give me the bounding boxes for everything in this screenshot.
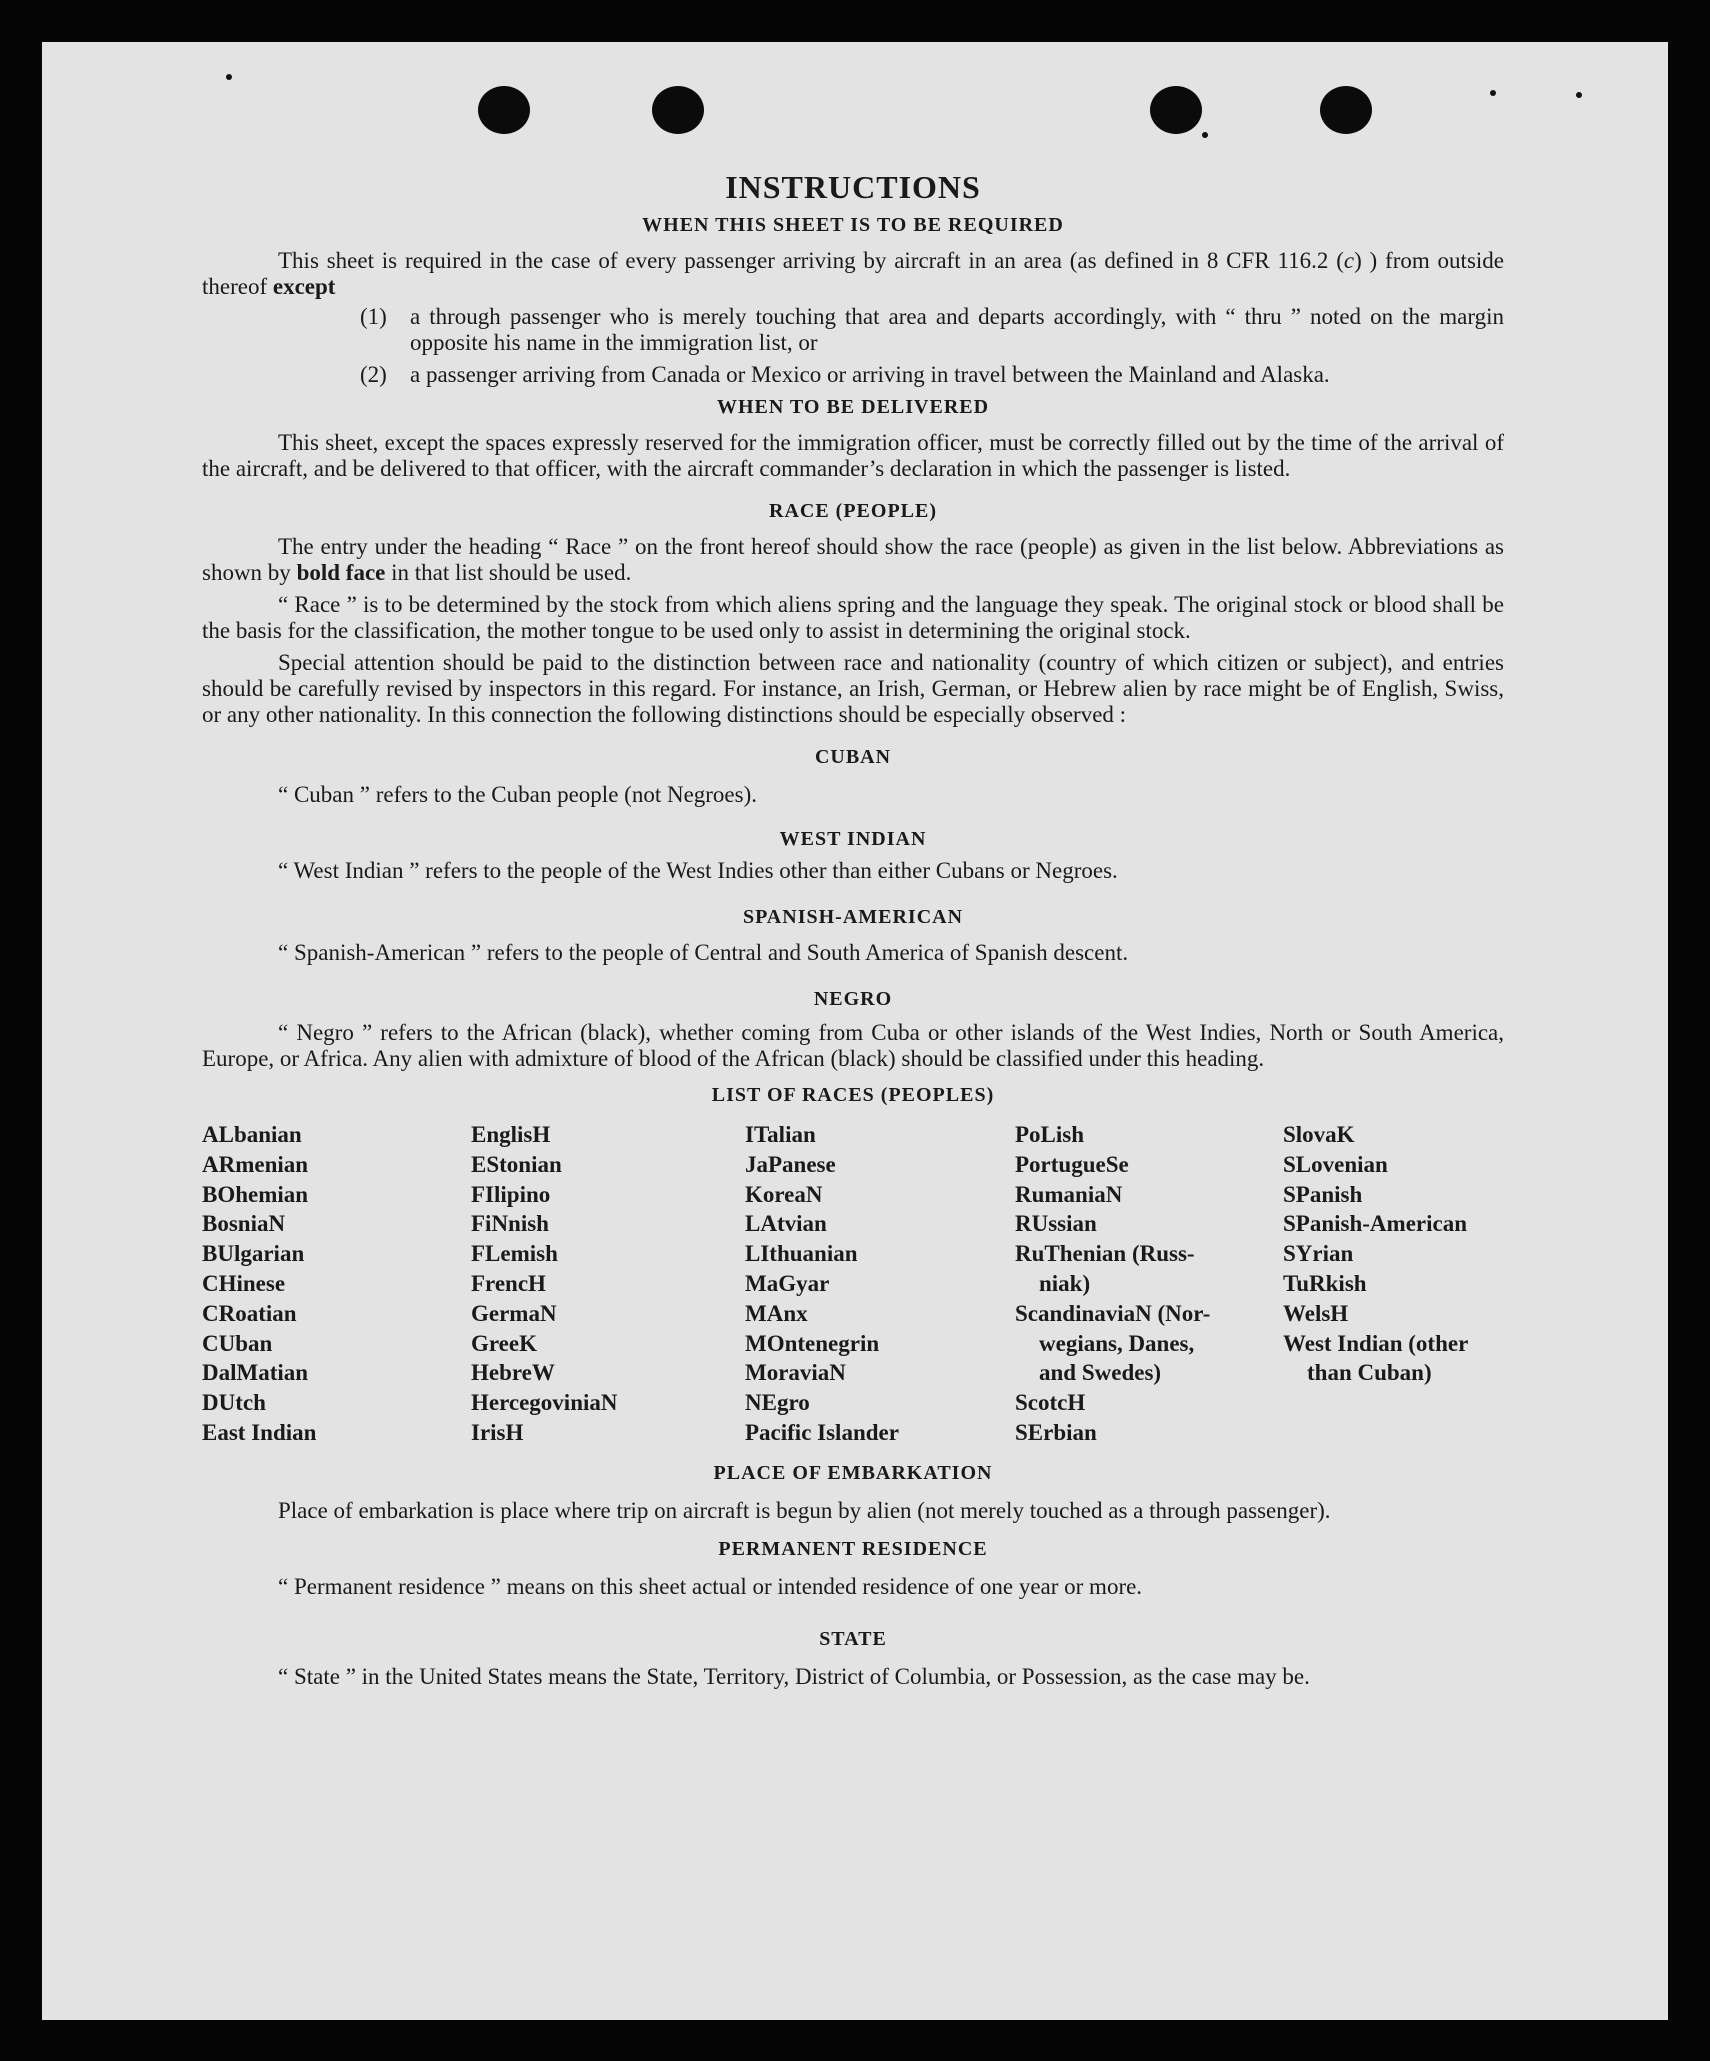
speck	[1576, 92, 1582, 98]
section-heading-west-indian: WEST INDIAN	[779, 828, 927, 850]
exception-item: (2) a passenger arriving from Canada or Mexico or arriving in travel between the Mainland and Alaska.	[360, 362, 1330, 387]
negro-text: “ Negro ” refers to the African (black), whether coming from Cuba or other islands of the West Indies, North or South America, Europe, or Africa. Any alien with admixture of blood of the African (black) should be classified under this heading.	[202, 1020, 1504, 1071]
state-text: “ State ” in the United States means the State, Territory, District of Columbia, or Possession, as the case may be.	[278, 1663, 1310, 1689]
speck	[226, 74, 232, 80]
race-entry: BosniaN	[202, 1211, 286, 1237]
section-heading-spanish-american: SPANISH-AMERICAN	[742, 906, 964, 928]
race-entry: ScotcH	[1015, 1390, 1086, 1416]
spanish-american-text: “ Spanish-American ” refers to the people of Central and South America of Spanish descent.	[278, 940, 1129, 965]
race-entry: NEgro	[745, 1390, 810, 1416]
race-entry: wegians, Danes,	[1039, 1330, 1195, 1356]
race-entry: niak)	[1039, 1270, 1091, 1296]
embarkation-text: Place of embarkation is place where trip on aircraft is begun by alien (not merely touched as a through passenger).	[278, 1497, 1331, 1523]
race-entry: PoLish	[1015, 1122, 1085, 1147]
race-entry: FLemish	[471, 1241, 558, 1267]
race-entry: SErbian	[1015, 1419, 1097, 1445]
race-entry: SPanish-American	[1283, 1211, 1467, 1237]
race-entry: SYrian	[1283, 1241, 1354, 1267]
race-entry: ITalian	[745, 1122, 816, 1147]
race-entry: TuRkish	[1283, 1270, 1367, 1296]
race-entry: FiNnish	[471, 1211, 549, 1237]
race-paragraph-2: “ Race ” is to be determined by the stock from which aliens spring and the language they speak. The original stock or blood shall be the basis for the classification, the mother tongue to be used only to assist in determining the original stock.	[202, 592, 1504, 643]
race-entry: JaPanese	[745, 1151, 836, 1177]
race-entry: ALbanian	[202, 1122, 302, 1147]
race-entry: MaGyar	[745, 1270, 830, 1296]
race-entry: HercegoviniaN	[471, 1390, 618, 1416]
race-entry: EnglisH	[471, 1122, 551, 1147]
race-entry: ScandinaviaN (Nor-	[1015, 1300, 1211, 1326]
speck	[1490, 90, 1496, 96]
exception-item: (1) a through passenger who is merely touching that area and departs accordingly, with “ thru ” noted on the margin opposite his name in the immigration list, or	[360, 304, 1504, 355]
punch-hole	[1320, 86, 1372, 134]
race-entry: WelsH	[1283, 1300, 1349, 1326]
race-entry: DalMatian	[202, 1360, 309, 1386]
race-paragraph-1: The entry under the heading “ Race ” on the front hereof should show the race (people) as given in the list below. Abbreviations as shown by bold face in that list should be used.	[202, 534, 1504, 585]
race-entry: Pacific Islander	[745, 1419, 899, 1445]
race-entry: LAtvian	[745, 1211, 827, 1237]
race-entry: CRoatian	[202, 1300, 297, 1326]
race-entry: MoraviaN	[745, 1360, 846, 1386]
race-entry: RUssian	[1015, 1211, 1097, 1237]
race-entry: EStonian	[471, 1151, 562, 1177]
race-entry: BUlgarian	[202, 1241, 305, 1267]
when-delivered-text: This sheet, except the spaces expressly reserved for the immigration officer, must be correctly filled out by the time of the arrival of the aircraft, and be delivered to that officer, with the aircraft commander’s declaration in which the passenger is listed.	[202, 430, 1504, 481]
race-entry: East Indian	[202, 1419, 317, 1445]
race-entry: CUban	[202, 1330, 273, 1356]
when-required-intro: This sheet is required in the case of every passenger arriving by aircraft in an area (as defined in 8 CFR 116.2 (c) ) from outside thereof except	[202, 248, 1504, 299]
race-entry: SLovenian	[1283, 1151, 1388, 1177]
race-entry: GreeK	[471, 1330, 537, 1356]
west-indian-text: “ West Indian ” refers to the people of the West Indies other than either Cubans or Negroes.	[278, 858, 1118, 883]
race-entry: West Indian (other	[1283, 1330, 1469, 1356]
races-list	[202, 1120, 1504, 1448]
residence-text: “ Permanent residence ” means on this sheet actual or intended residence of one year or more.	[278, 1573, 1143, 1599]
races-column-1	[202, 1120, 471, 1448]
race-entry: PortugueSe	[1015, 1151, 1129, 1177]
list-of-races-heading: LIST OF RACES (PEOPLES)	[711, 1084, 995, 1106]
cuban-text: “ Cuban ” refers to the Cuban people (not Negroes).	[278, 782, 758, 807]
race-entry: RuThenian (Russ-	[1015, 1241, 1195, 1267]
page-title: INSTRUCTIONS	[725, 169, 981, 205]
races-column-5	[1283, 1120, 1504, 1448]
race-entry: FIlipino	[471, 1181, 551, 1207]
race-entry: CHinese	[202, 1270, 286, 1296]
section-heading-when-delivered: WHEN TO BE DELIVERED	[716, 396, 990, 418]
section-heading-cuban: CUBAN	[814, 746, 892, 768]
section-heading-embarkation: PLACE OF EMBARKATION	[713, 1461, 993, 1484]
race-entry: RumaniaN	[1015, 1181, 1123, 1207]
races-column-2	[471, 1120, 745, 1448]
race-entry: FrencH	[471, 1270, 546, 1296]
races-column-4	[1015, 1120, 1283, 1448]
race-entry: SPanish	[1283, 1181, 1363, 1207]
race-entry: IrisH	[471, 1419, 524, 1445]
section-heading-residence: PERMANENT RESIDENCE	[718, 1537, 988, 1560]
race-entry: GermaN	[471, 1300, 557, 1326]
section-heading-when-required: WHEN THIS SHEET IS TO BE REQUIRED	[642, 214, 1064, 236]
race-entry: HebreW	[471, 1360, 555, 1386]
punch-hole	[1150, 86, 1202, 134]
punch-hole	[652, 86, 704, 134]
race-entry: KoreaN	[745, 1181, 823, 1207]
section-heading-state: STATE	[819, 1627, 887, 1650]
races-column-3	[745, 1120, 1015, 1448]
section-heading-negro: NEGRO	[813, 988, 893, 1010]
race-entry: MOntenegrin	[745, 1330, 880, 1356]
race-paragraph-3: Special attention should be paid to the distinction between race and nationality (country of which citizen or subject), and entries should be carefully revised by inspectors in this regard. For instance, an Irish, German, or Hebrew alien by race might be of English, Swiss, or any other nationality. In this connection the following distinctions should be especially observed :	[202, 650, 1504, 727]
race-entry: LIthuanian	[745, 1241, 858, 1267]
instructions-content	[202, 128, 1504, 1690]
race-entry: MAnx	[745, 1300, 808, 1326]
race-entry: DUtch	[202, 1390, 266, 1416]
punch-hole	[478, 86, 530, 134]
race-entry: SlovaK	[1283, 1122, 1355, 1147]
race-entry: and Swedes)	[1039, 1360, 1162, 1386]
race-entry: than Cuban)	[1307, 1360, 1432, 1386]
race-entry: ARmenian	[202, 1151, 309, 1177]
section-heading-race: RACE (PEOPLE)	[769, 500, 937, 522]
race-entry: BOhemian	[202, 1181, 309, 1207]
